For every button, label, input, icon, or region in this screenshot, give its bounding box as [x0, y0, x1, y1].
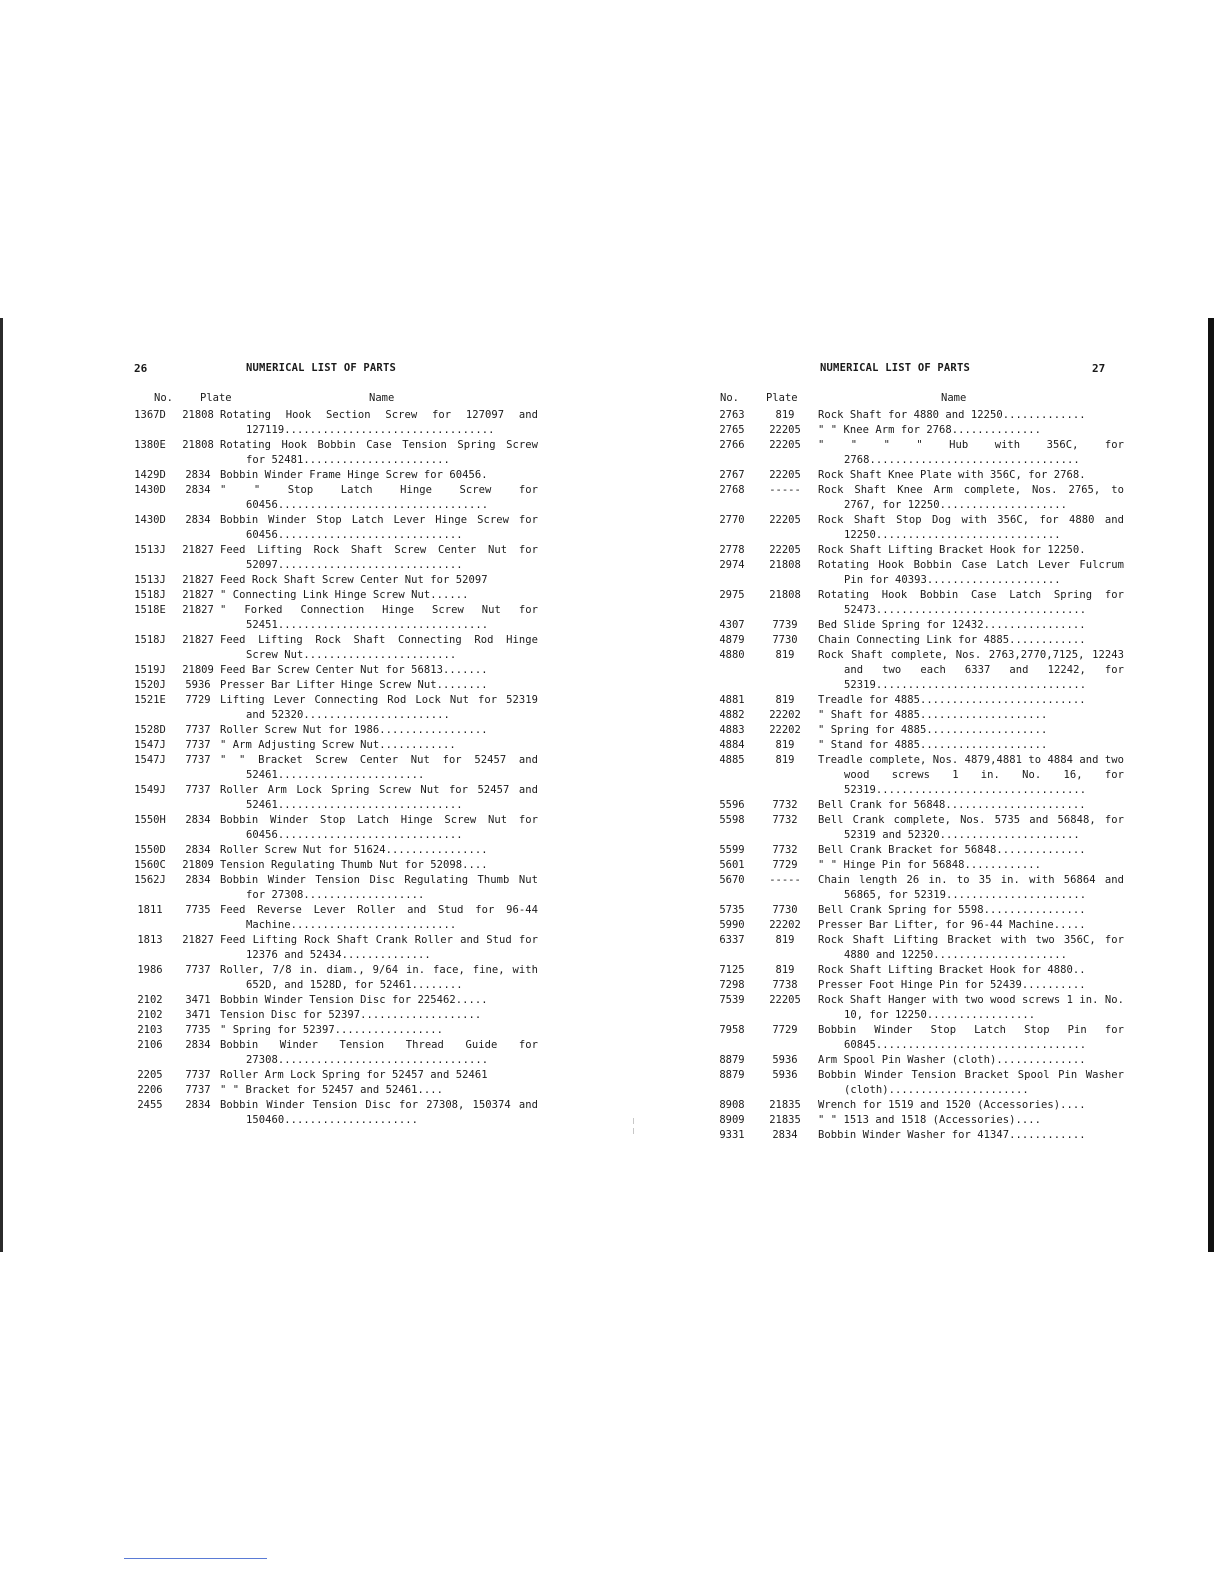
table-row: [124, 903, 538, 933]
part-name: Wrench for 1519 and 1520 (Accessories)....: [818, 1099, 1086, 1111]
table-row: [124, 783, 538, 813]
table-row: [124, 408, 538, 438]
table-row: [124, 513, 538, 543]
table-row: [712, 558, 1124, 588]
part-name: Rotating Hook Bobbin Case Tension Spring Screw for 52481.......................: [220, 439, 538, 466]
part-name: " " 1513 and 1518 (Accessories)....: [818, 1114, 1042, 1126]
part-number: 1549J: [134, 784, 166, 796]
table-row: [712, 738, 1124, 753]
part-name: Bobbin Winder Stop Latch Hinge Screw Nut for 60456.............................: [220, 814, 538, 841]
part-number: 4307: [719, 619, 745, 631]
plate-number: 21809: [182, 664, 214, 676]
table-row: [712, 843, 1124, 858]
part-name: Bobbin Winder Stop Latch Lever Hinge Screw for 60456.............................: [220, 514, 538, 541]
part-name: Roller Arm Lock Spring for 52457 and 52461: [220, 1069, 488, 1081]
part-name: Bobbin Winder Stop Latch Stop Pin for 60845.................................: [818, 1024, 1124, 1051]
table-row: [124, 1008, 538, 1023]
part-number: 1811: [137, 904, 163, 916]
table-row: [712, 633, 1124, 648]
part-name: Presser Foot Hinge Pin for 52439..........: [818, 979, 1086, 991]
table-row: [712, 873, 1124, 903]
table-row: [712, 978, 1124, 993]
part-number: 5598: [719, 814, 745, 826]
plate-number: -----: [769, 874, 801, 886]
part-name: Bobbin Winder Tension Thread Guide for 27308.................................: [220, 1039, 538, 1066]
part-number: 2974: [719, 559, 745, 571]
plate-number: 819: [775, 694, 795, 706]
part-number: 8908: [719, 1099, 745, 1111]
plate-number: 7729: [772, 1024, 798, 1036]
table-row: [712, 1128, 1124, 1143]
part-number: 1519J: [134, 664, 166, 676]
part-number: 1429D: [134, 469, 166, 481]
part-name: " " " " Hub with 356C, for 2768.................................: [818, 439, 1124, 466]
table-row: [712, 993, 1124, 1023]
part-number: 7539: [719, 994, 745, 1006]
part-number: 1562J: [134, 874, 166, 886]
column-header-name: Name: [369, 392, 395, 404]
part-name: Tension Regulating Thumb Nut for 52098....: [220, 859, 488, 871]
plate-number: 2834: [185, 1099, 211, 1111]
table-row: [124, 858, 538, 873]
table-row: [124, 1038, 538, 1068]
plate-number: 7739: [772, 619, 798, 631]
part-number: 2205: [137, 1069, 163, 1081]
table-row: [712, 408, 1124, 423]
plate-number: 3471: [185, 1009, 211, 1021]
part-name: Rock Shaft complete, Nos. 2763,2770,7125, 12243 and two each 6337 and 12242, for 52319.................................: [818, 649, 1124, 691]
plate-number: 21808: [769, 559, 801, 571]
part-name: " Spring for 4885...................: [818, 724, 1048, 736]
part-number: 2766: [719, 439, 745, 451]
right-page: [712, 362, 1124, 1143]
scan-edge-right: [1208, 318, 1214, 1252]
part-number: 1560C: [134, 859, 166, 871]
table-row: [712, 753, 1124, 798]
table-row: [124, 438, 538, 468]
parts-list: [712, 408, 1124, 1143]
plate-number: 21808: [182, 409, 214, 421]
part-name: Treadle complete, Nos. 4879,4881 to 4884 and two wood screws 1 in. No. 16, for 52319.................................: [818, 754, 1124, 796]
plate-number: 7737: [185, 1069, 211, 1081]
link-underline[interactable]: [124, 1558, 267, 1559]
table-row: [712, 1023, 1124, 1053]
part-number: 1550H: [134, 814, 166, 826]
part-name: Bell Crank complete, Nos. 5735 and 56848, for 52319 and 52320......................: [818, 814, 1124, 841]
plate-number: 22205: [769, 424, 801, 436]
plate-number: 7737: [185, 754, 211, 766]
plate-number: 22205: [769, 439, 801, 451]
part-number: 1367D: [134, 409, 166, 421]
table-row: [124, 468, 538, 483]
part-number: 5601: [719, 859, 745, 871]
part-name: Rock Shaft Stop Dog with 356C, for 4880 and 12250.............................: [818, 514, 1124, 541]
table-row: [712, 813, 1124, 843]
column-headers: [712, 392, 1124, 406]
part-number: 5599: [719, 844, 745, 856]
part-name: " " Bracket for 52457 and 52461....: [220, 1084, 444, 1096]
part-number: 1528D: [134, 724, 166, 736]
plate-number: 21827: [182, 934, 214, 946]
plate-number: 21835: [769, 1099, 801, 1111]
part-name: Rock Shaft Lifting Bracket with two 356C, for 4880 and 12250.....................: [818, 934, 1124, 961]
table-row: [124, 873, 538, 903]
part-number: 1986: [137, 964, 163, 976]
part-name: Rock Shaft Knee Plate with 356C, for 2768.: [818, 469, 1086, 481]
plate-number: 7735: [185, 904, 211, 916]
part-name: " Spring for 52397.................: [220, 1024, 444, 1036]
plate-number: 2834: [772, 1129, 798, 1141]
part-number: 5990: [719, 919, 745, 931]
plate-number: 22205: [769, 469, 801, 481]
table-row: [124, 753, 538, 783]
plate-number: 2834: [185, 874, 211, 886]
column-headers: [124, 392, 538, 406]
part-name: Roller, 7/8 in. diam., 9/64 in. face, fine, with 652D, and 1528D, for 52461........: [220, 964, 538, 991]
table-row: [712, 423, 1124, 438]
part-number: 1521E: [134, 694, 166, 706]
part-number: 8879: [719, 1054, 745, 1066]
part-number: 4885: [719, 754, 745, 766]
plate-number: 819: [775, 409, 795, 421]
table-row: [124, 588, 538, 603]
table-row: [124, 693, 538, 723]
part-name: Roller Arm Lock Spring Screw Nut for 52457 and 52461.............................: [220, 784, 538, 811]
part-number: 2767: [719, 469, 745, 481]
part-name: Rotating Hook Section Screw for 127097 and 127119.................................: [220, 409, 538, 436]
part-name: " " Hinge Pin for 56848............: [818, 859, 1042, 871]
plate-number: 7729: [772, 859, 798, 871]
table-row: [712, 918, 1124, 933]
page-number: 27: [1092, 362, 1106, 375]
part-number: 2103: [137, 1024, 163, 1036]
plate-number: 5936: [772, 1054, 798, 1066]
plate-number: 819: [775, 649, 795, 661]
part-name: Bell Crank for 56848......................: [818, 799, 1086, 811]
plate-number: 22202: [769, 919, 801, 931]
table-row: [124, 723, 538, 738]
part-name: Bobbin Winder Tension Disc for 27308, 150374 and 150460.....................: [220, 1099, 538, 1126]
part-name: Rock Shaft for 4880 and 12250.............: [818, 409, 1086, 421]
table-row: [124, 1068, 538, 1083]
part-name: Feed Bar Screw Center Nut for 56813.......: [220, 664, 488, 676]
plate-number: 22205: [769, 994, 801, 1006]
part-number: 1518E: [134, 604, 166, 616]
part-name: " Connecting Link Hinge Screw Nut......: [220, 589, 469, 601]
page-number: 26: [134, 362, 148, 375]
plate-number: 21827: [182, 634, 214, 646]
column-header-plate: Plate: [200, 392, 232, 404]
table-row: [712, 588, 1124, 618]
table-row: [712, 468, 1124, 483]
column-header-no: No.: [154, 392, 173, 404]
part-number: 5596: [719, 799, 745, 811]
part-number: 2102: [137, 994, 163, 1006]
column-header-name: Name: [941, 392, 967, 404]
table-row: [124, 573, 538, 588]
part-number: 1380E: [134, 439, 166, 451]
table-row: [124, 1083, 538, 1098]
plate-number: 7732: [772, 799, 798, 811]
table-row: [124, 738, 538, 753]
plate-number: 7735: [185, 1024, 211, 1036]
plate-number: 819: [775, 754, 795, 766]
part-name: Chain length 26 in. to 35 in. with 56864 and 56865, for 52319......................: [818, 874, 1124, 901]
plate-number: 7730: [772, 904, 798, 916]
part-name: " Forked Connection Hinge Screw Nut for 52451.................................: [220, 604, 538, 631]
table-row: [712, 708, 1124, 723]
plate-number: 7737: [185, 739, 211, 751]
part-number: 4883: [719, 724, 745, 736]
table-row: [124, 663, 538, 678]
plate-number: 2834: [185, 514, 211, 526]
part-name: Bobbin Winder Frame Hinge Screw for 60456.: [220, 469, 488, 481]
left-page-header: [124, 362, 538, 380]
page-title: NUMERICAL LIST OF PARTS: [246, 362, 396, 374]
part-number: 4881: [719, 694, 745, 706]
table-row: [124, 543, 538, 573]
part-name: Bobbin Winder Tension Bracket Spool Pin Washer (cloth)......................: [818, 1069, 1124, 1096]
table-row: [712, 513, 1124, 543]
table-row: [124, 483, 538, 513]
plate-number: 21827: [182, 544, 214, 556]
table-row: [712, 933, 1124, 963]
page-title: NUMERICAL LIST OF PARTS: [820, 362, 970, 374]
part-number: 1518J: [134, 634, 166, 646]
plate-number: 7738: [772, 979, 798, 991]
table-row: [712, 438, 1124, 468]
part-number: 8879: [719, 1069, 745, 1081]
plate-number: 7732: [772, 814, 798, 826]
part-name: " " Knee Arm for 2768..............: [818, 424, 1042, 436]
table-row: [124, 993, 538, 1008]
plate-number: 2834: [185, 844, 211, 856]
part-name: " Shaft for 4885....................: [818, 709, 1048, 721]
table-row: [124, 933, 538, 963]
table-row: [712, 618, 1124, 633]
table-row: [124, 678, 538, 693]
plate-number: 819: [775, 964, 795, 976]
part-number: 9331: [719, 1129, 745, 1141]
plate-number: 2834: [185, 484, 211, 496]
part-number: 2206: [137, 1084, 163, 1096]
part-number: 2768: [719, 484, 745, 496]
part-number: 2765: [719, 424, 745, 436]
part-name: Bed Slide Spring for 12432................: [818, 619, 1086, 631]
part-name: Rotating Hook Bobbin Case Latch Spring for 52473.................................: [818, 589, 1124, 616]
plate-number: 22202: [769, 724, 801, 736]
part-number: 6337: [719, 934, 745, 946]
right-page-header: [712, 362, 1124, 380]
table-row: [124, 963, 538, 993]
table-row: [712, 903, 1124, 918]
part-name: Tension Disc for 52397...................: [220, 1009, 482, 1021]
table-row: [712, 1098, 1124, 1113]
part-number: 4882: [719, 709, 745, 721]
part-number: 5670: [719, 874, 745, 886]
left-page: [124, 362, 538, 1128]
part-number: 7125: [719, 964, 745, 976]
part-number: 2455: [137, 1099, 163, 1111]
parts-list: [124, 408, 538, 1128]
part-name: " Stand for 4885....................: [818, 739, 1048, 751]
part-name: Feed Lifting Rock Shaft Screw Center Nut for 52097.............................: [220, 544, 538, 571]
plate-number: 7737: [185, 724, 211, 736]
table-row: [124, 1023, 538, 1038]
part-number: 2778: [719, 544, 745, 556]
table-row: [124, 633, 538, 663]
part-name: Rotating Hook Bobbin Case Latch Lever Fulcrum Pin for 40393.....................: [818, 559, 1124, 586]
part-number: 1430D: [134, 514, 166, 526]
table-row: [712, 963, 1124, 978]
part-number: 1550D: [134, 844, 166, 856]
plate-number: 21808: [769, 589, 801, 601]
table-row: [712, 1113, 1124, 1128]
part-name: Feed Reverse Lever Roller and Stud for 96-44 Machine..........................: [220, 904, 538, 931]
part-number: 7298: [719, 979, 745, 991]
part-name: Presser Bar Lifter Hinge Screw Nut........: [220, 679, 488, 691]
plate-number: 3471: [185, 994, 211, 1006]
plate-number: 21827: [182, 589, 214, 601]
plate-number: 5936: [772, 1069, 798, 1081]
part-name: Arm Spool Pin Washer (cloth)..............: [818, 1054, 1086, 1066]
part-number: 5735: [719, 904, 745, 916]
plate-number: 2834: [185, 469, 211, 481]
part-name: Roller Screw Nut for 1986.................: [220, 724, 488, 736]
column-header-no: No.: [720, 392, 739, 404]
part-number: 4884: [719, 739, 745, 751]
plate-number: 7737: [185, 1084, 211, 1096]
part-number: 2975: [719, 589, 745, 601]
plate-number: 2834: [185, 1039, 211, 1051]
plate-number: 21827: [182, 574, 214, 586]
plate-number: 819: [775, 934, 795, 946]
table-row: [712, 483, 1124, 513]
part-name: Feed Lifting Rock Shaft Crank Roller and Stud for 12376 and 52434..............: [220, 934, 538, 961]
table-row: [124, 1098, 538, 1128]
plate-number: 22205: [769, 514, 801, 526]
part-name: Bell Crank Bracket for 56848..............: [818, 844, 1086, 856]
part-number: 1813: [137, 934, 163, 946]
part-number: 2106: [137, 1039, 163, 1051]
plate-number: -----: [769, 484, 801, 496]
part-name: Lifting Lever Connecting Rod Lock Nut for 52319 and 52320.......................: [220, 694, 538, 721]
table-row: [712, 798, 1124, 813]
table-row: [712, 1053, 1124, 1068]
table-row: [712, 1068, 1124, 1098]
part-name: " " Bracket Screw Center Nut for 52457 and 52461.......................: [220, 754, 538, 781]
table-row: [712, 723, 1124, 738]
part-name: Rock Shaft Knee Arm complete, Nos. 2765, to 2767, for 12250....................: [818, 484, 1124, 511]
plate-number: 7730: [772, 634, 798, 646]
plate-number: 21827: [182, 604, 214, 616]
part-number: 4879: [719, 634, 745, 646]
plate-number: 7737: [185, 784, 211, 796]
table-row: [712, 543, 1124, 558]
table-row: [124, 603, 538, 633]
part-number: 2763: [719, 409, 745, 421]
plate-number: 22205: [769, 544, 801, 556]
part-number: 1520J: [134, 679, 166, 691]
plate-number: 5936: [185, 679, 211, 691]
part-name: Roller Screw Nut for 51624................: [220, 844, 488, 856]
part-number: 2770: [719, 514, 745, 526]
part-number: 1513J: [134, 574, 166, 586]
table-row: [712, 858, 1124, 873]
part-name: Chain Connecting Link for 4885............: [818, 634, 1086, 646]
part-number: 2102: [137, 1009, 163, 1021]
part-number: 4880: [719, 649, 745, 661]
part-name: Bobbin Winder Washer for 41347............: [818, 1129, 1086, 1141]
plate-number: 21835: [769, 1114, 801, 1126]
table-row: [712, 648, 1124, 693]
plate-number: 22202: [769, 709, 801, 721]
plate-number: 21808: [182, 439, 214, 451]
part-name: Rock Shaft Lifting Bracket Hook for 4880..: [818, 964, 1086, 976]
plate-number: 2834: [185, 814, 211, 826]
part-name: " Arm Adjusting Screw Nut............: [220, 739, 456, 751]
gutter-mark: [633, 1118, 634, 1124]
part-name: Presser Bar Lifter, for 96-44 Machine.....: [818, 919, 1086, 931]
part-number: 8909: [719, 1114, 745, 1126]
table-row: [712, 693, 1124, 708]
part-name: Bobbin Winder Tension Disc Regulating Thumb Nut for 27308...................: [220, 874, 538, 901]
part-name: Bell Crank Spring for 5598................: [818, 904, 1086, 916]
gutter-mark: [633, 1128, 634, 1134]
part-number: 1430D: [134, 484, 166, 496]
part-number: 1518J: [134, 589, 166, 601]
part-name: Rock Shaft Hanger with two wood screws 1 in. No. 10, for 12250.................: [818, 994, 1124, 1021]
part-name: Feed Rock Shaft Screw Center Nut for 52097: [220, 574, 488, 586]
part-name: " " Stop Latch Hinge Screw for 60456.................................: [220, 484, 538, 511]
plate-number: 21809: [182, 859, 214, 871]
table-row: [124, 813, 538, 843]
column-header-plate: Plate: [766, 392, 798, 404]
part-name: Treadle for 4885..........................: [818, 694, 1086, 706]
plate-number: 7729: [185, 694, 211, 706]
table-row: [124, 843, 538, 858]
part-name: Bobbin Winder Tension Disc for 225462.....: [220, 994, 488, 1006]
plate-number: 7732: [772, 844, 798, 856]
plate-number: 7737: [185, 964, 211, 976]
plate-number: 819: [775, 739, 795, 751]
part-number: 7958: [719, 1024, 745, 1036]
part-name: Rock Shaft Lifting Bracket Hook for 12250.: [818, 544, 1086, 556]
part-number: 1547J: [134, 739, 166, 751]
part-number: 1513J: [134, 544, 166, 556]
part-number: 1547J: [134, 754, 166, 766]
part-name: Feed Lifting Rock Shaft Connecting Rod Hinge Screw Nut........................: [220, 634, 538, 661]
scan-edge-left: [0, 318, 3, 1252]
